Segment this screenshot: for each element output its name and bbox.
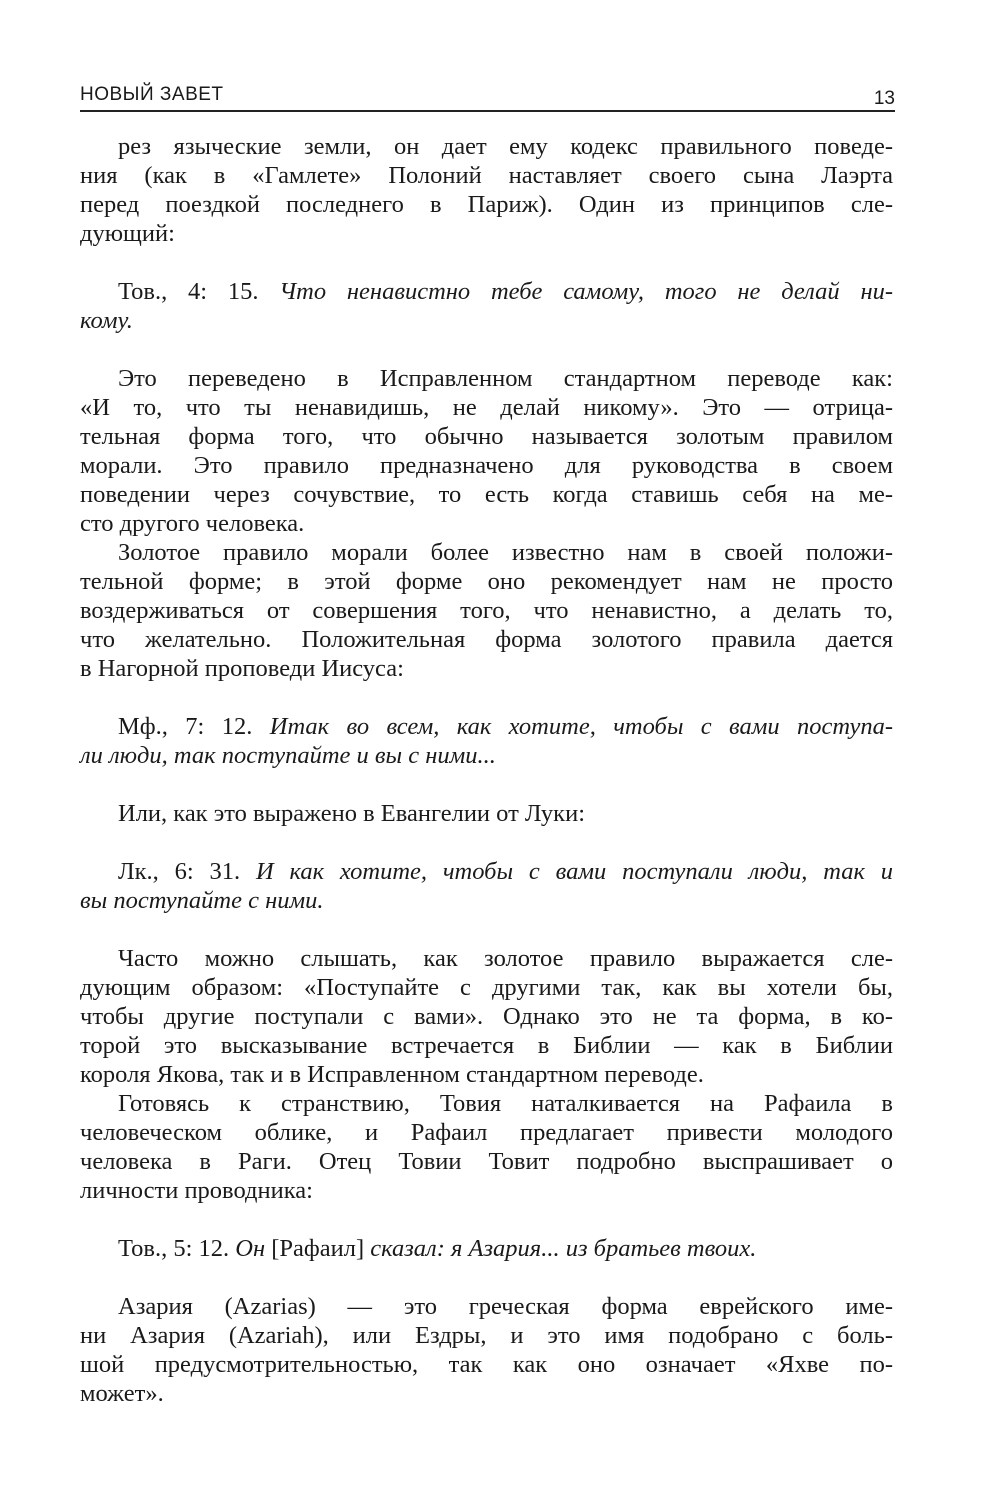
text-line: ния (как в «Гамлете» Полоний наставляет своего сына Лаэрта	[80, 162, 893, 189]
quote-text: сказал: я Азария... из братьев твоих.	[370, 1235, 757, 1262]
quote-reference: Тов., 5: 12.	[118, 1235, 230, 1262]
text-line: Это переведено в Исправленном стандартном переводе как:	[118, 365, 893, 392]
text-line: торой это высказывание встречается в Библии — как в Библии	[80, 1032, 893, 1059]
text-line: поведении через сочувствие, то есть когда ставишь себя на ме-	[80, 481, 893, 508]
text-line: может».	[80, 1380, 164, 1407]
quote-reference: Лк., 6: 31.	[118, 858, 241, 885]
quote-text: вы поступайте с ними.	[80, 887, 324, 914]
text-line: воздерживаться от совершения того, что ненавистно, а делать то,	[80, 597, 893, 624]
scripture-quote	[80, 857, 893, 915]
text-line: тельной форме; в этой форме оно рекомендует нам не просто	[80, 568, 893, 595]
running-title: НОВЫЙ ЗАВЕТ	[80, 84, 224, 105]
text-line: Или, как это выражено в Евангелии от Луки:	[118, 800, 586, 827]
paragraph	[80, 132, 893, 248]
text-line: дующим образом: «Поступайте с другими так, как вы хотели бы,	[80, 974, 893, 1001]
paragraph	[80, 364, 893, 538]
paragraph	[80, 799, 893, 828]
quote-text: ли люди, так поступайте и вы с ними...	[80, 742, 496, 769]
paragraph	[80, 944, 893, 1089]
page-body	[80, 132, 893, 1408]
text-line: Часто можно слышать, как золотое правило выражается сле-	[118, 945, 893, 972]
quote-line	[80, 857, 893, 886]
text-line: «И то, что ты ненавидишь, не делай никому». Это — отрица-	[80, 394, 893, 421]
scripture-quote	[80, 277, 893, 335]
quote-line	[80, 712, 893, 741]
paragraph	[80, 1292, 893, 1408]
text-line: морали. Это правило предназначено для руководства в своем	[80, 452, 893, 479]
paragraph	[80, 1089, 893, 1205]
quote-text: Он	[235, 1235, 266, 1262]
text-line: сто другого человека.	[80, 510, 305, 537]
text-line: чтобы другие поступали с вами». Однако это не та форма, в ко-	[80, 1003, 893, 1030]
text-line: рез языческие земли, он дает ему кодекс правильного поведе-	[118, 133, 893, 160]
quote-text: И как хотите, чтобы с вами поступали люди, так и	[255, 858, 894, 885]
scripture-quote	[80, 1234, 893, 1263]
page-number: 13	[873, 88, 895, 109]
text-line: короля Якова, так и в Исправленном стандартном переводе.	[80, 1061, 704, 1088]
scripture-quote	[80, 712, 893, 770]
text-line: ни Азария (Azariah), или Ездры, и это имя подобрано с боль-	[80, 1322, 893, 1349]
text-line: Готовясь к странствию, Товия наталкивается на Рафаила в	[118, 1090, 893, 1117]
quote-reference: Мф., 7: 12.	[118, 713, 253, 740]
text-line: что желательно. Положительная форма золотого правила дается	[80, 626, 893, 653]
text-line: дующий:	[80, 220, 175, 247]
paragraph	[80, 538, 893, 683]
quote-insertion: [Рафаил]	[271, 1235, 365, 1262]
running-header	[80, 82, 895, 112]
text-line: шой предусмотрительностью, так как оно означает «Яхве по-	[80, 1351, 893, 1378]
text-line: личности проводника:	[80, 1177, 313, 1204]
quote-text: Что ненавистно тебе самому, того не делай ни-	[279, 278, 894, 305]
quote-text: кому.	[80, 307, 133, 334]
text-line: Золотое правило морали более известно нам в своей положи-	[118, 539, 893, 566]
text-line: в Нагорной проповеди Иисуса:	[80, 655, 404, 682]
text-line: тельная форма того, что обычно называется золотым правилом	[80, 423, 893, 450]
text-line: Азария (Azarias) — это греческая форма еврейского име-	[118, 1293, 893, 1320]
text-line: человека в Раги. Отец Товии Товит подробно выспрашивает о	[80, 1148, 893, 1175]
quote-line	[80, 277, 893, 306]
text-line: перед поездкой последнего в Париж). Один из принципов сле-	[80, 191, 893, 218]
quote-line	[80, 1234, 893, 1263]
quote-reference: Тов., 4: 15.	[118, 278, 259, 305]
quote-text: Итак во всем, как хотите, чтобы с вами поступа-	[269, 713, 894, 740]
text-line: человеческом облике, и Рафаил предлагает привести молодого	[80, 1119, 893, 1146]
